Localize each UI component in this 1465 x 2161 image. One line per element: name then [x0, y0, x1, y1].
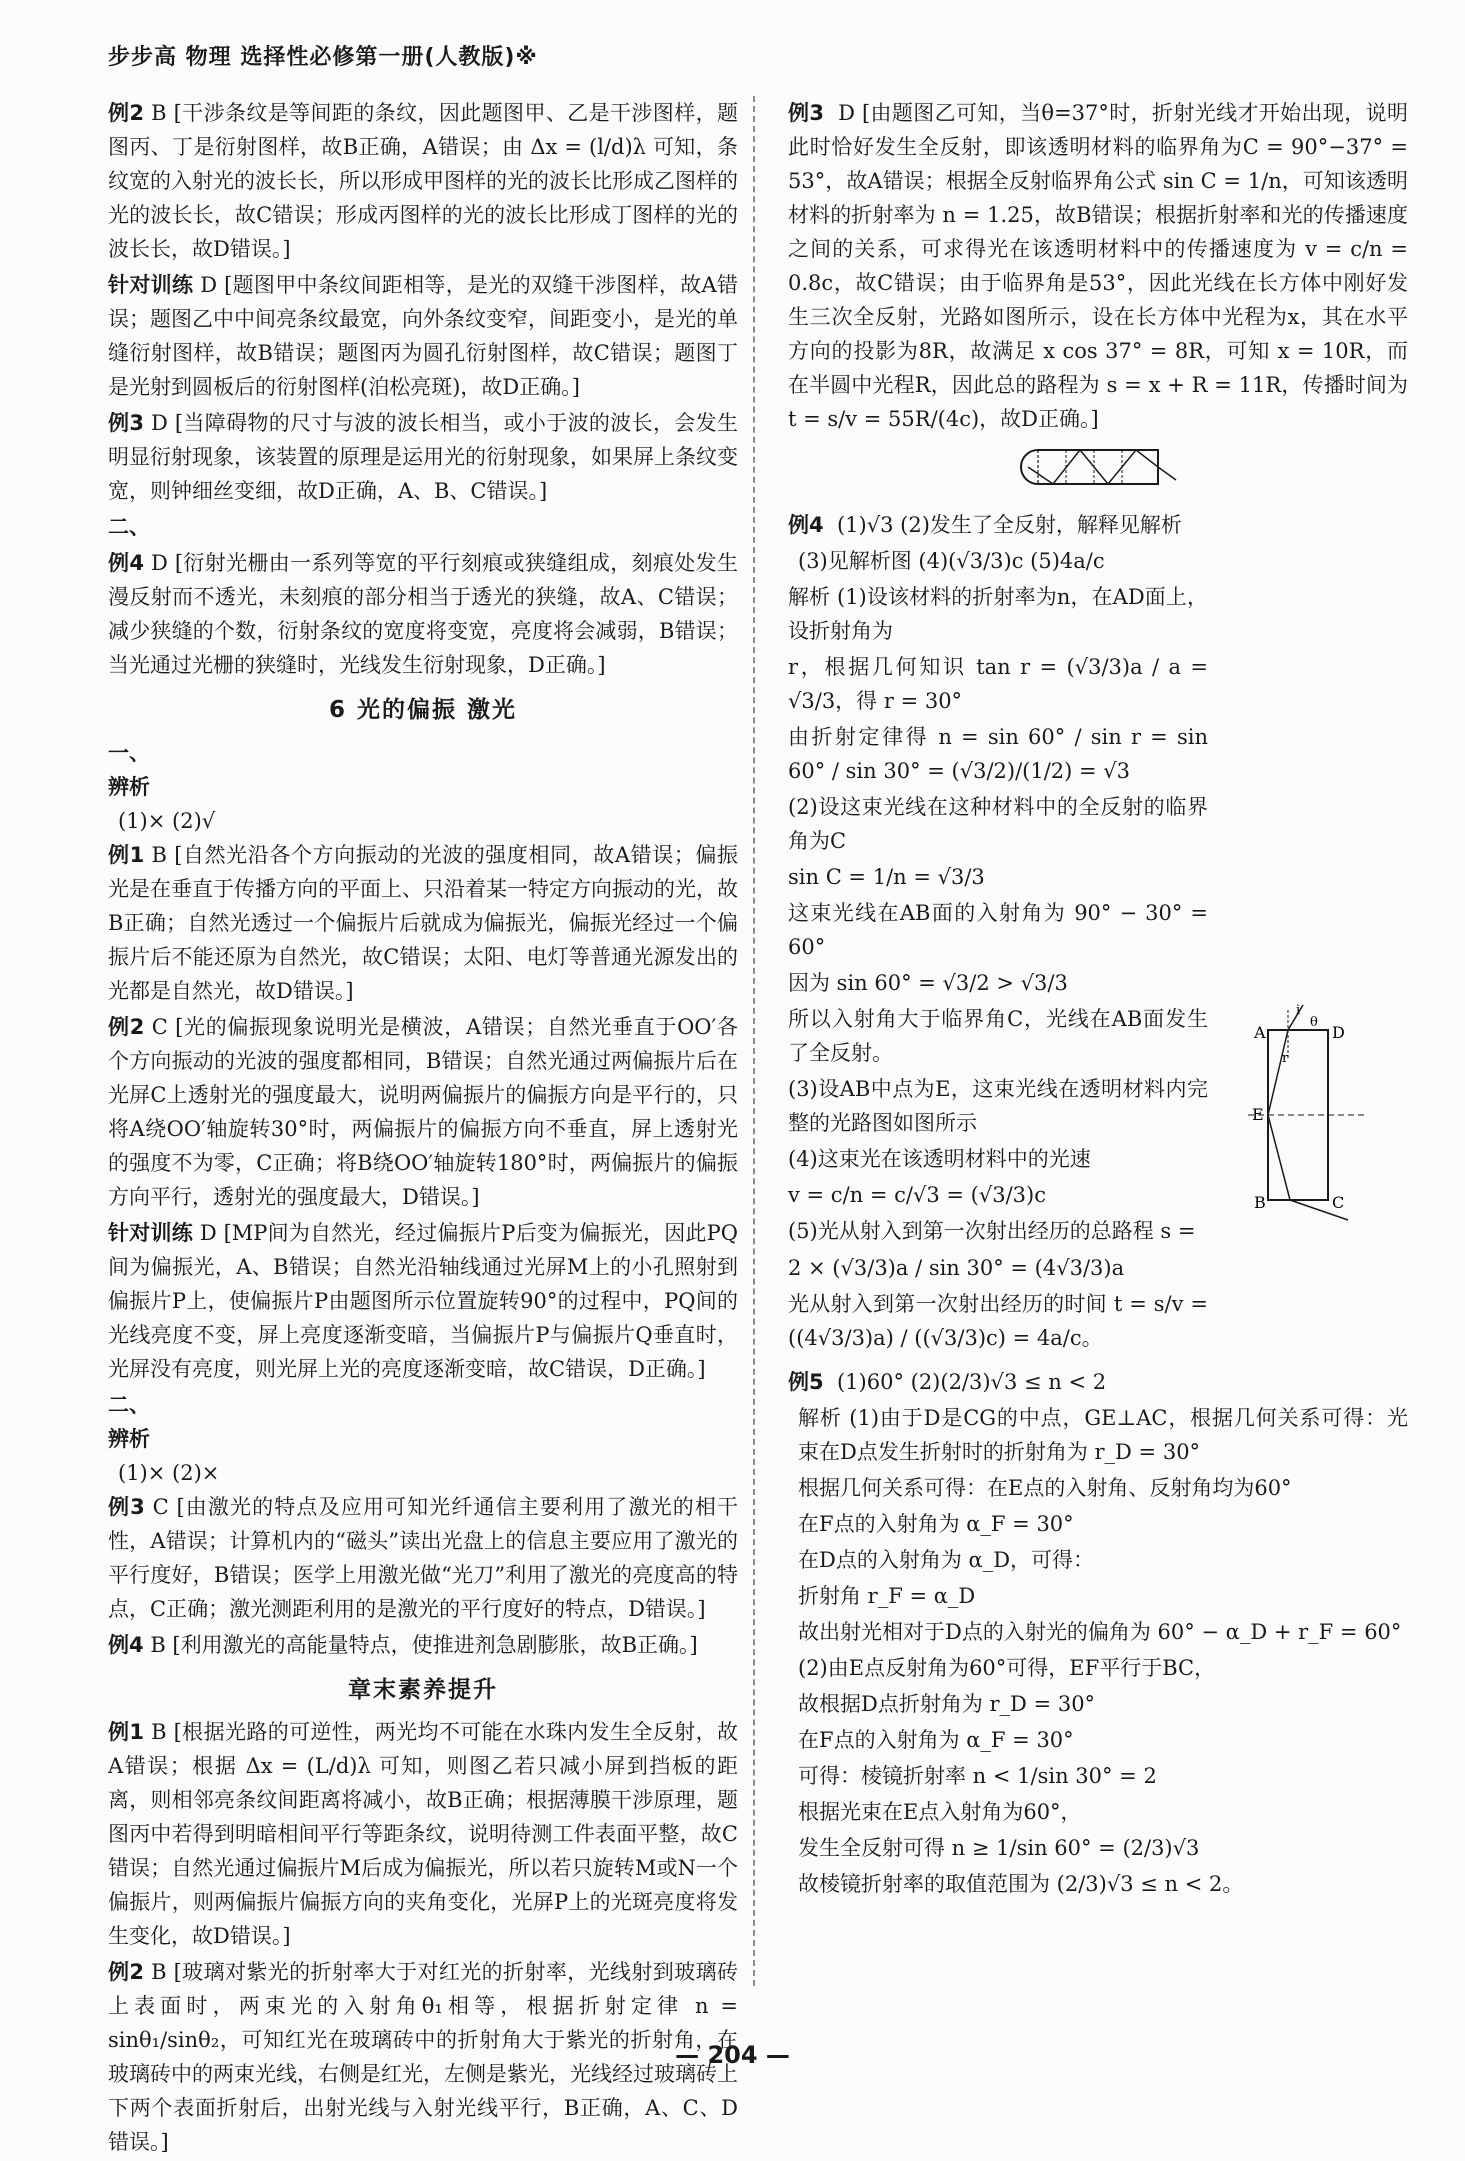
right-example-4-answer-2: (3)见解析图 (4)(√3/3)c (5)4a/c — [798, 549, 1105, 574]
ex4-line-7: 所以入射角大于临界角C，光线在AB面发生了全反射。 — [788, 1007, 1208, 1066]
sec6-example-0: 例1 B [自然光沿各个方向振动的光波的强度相同，故A错误；偏振光是在垂直于传播方向的平面上、只沿着某一特定方向振动的光，故B正确；自然光透过一个偏振片后就成为偏振光，偏振光经过一个偏振片后不能还原为自然光，故C错误；太阳、电灯等普通光源发出的光都是自然光，故D错误。] — [108, 842, 738, 1003]
ex4-line-10: v = c/n = c/√3 = (√3/3)c — [788, 1183, 1046, 1208]
left-example-4: 例4 D [衍射光栅由一系列等宽的平行刻痕或狭缝组成，刻痕处发生漫反射而不透光，未刻痕的部分相当于透光的狭缝，故A、C错误；减少狭缝的个数，衍射条纹的宽度将变宽，亮度将会减弱，B错误；当光通过光栅的狭缝时，光线发生衍射现象，D正确。] — [108, 551, 738, 678]
ex5-line-4: 折射角 r_F = α_D — [798, 1583, 976, 1608]
right-example-5-answer: 例5 (1)60° (2)(2/3)√3 ≤ n < 2 — [788, 1369, 1107, 1394]
column-divider — [753, 96, 755, 1986]
ex5-line-5: 故出射光相对于D点的入射光的偏角为 60° − α_D + r_F = 60° — [798, 1619, 1402, 1644]
ex5-line-0: 解析 (1)由于D是CG的中点，GE⊥AC，根据几何关系可得：光束在D点发生折射时的折射角为 r_D = 30° — [798, 1405, 1408, 1464]
ex4-line-9: (4)这束光在该透明材料中的光速 — [788, 1147, 1091, 1172]
left-example-2: 例3 D [当障碍物的尺寸与波的波长相当，或小于波的波长，会发生明显衍射现象，该装置的原理是运用光的衍射现象，如果屏上条纹变宽，则钟细丝变细，故D正确，A、B、C错误。] — [108, 411, 738, 504]
fig-label-B: B — [1254, 1193, 1266, 1213]
sec6b-example-1: 例4 B [利用激光的高能量特点，使推进剂急剧膨胀，故B正确。] — [108, 1632, 698, 1657]
section-6-title: 6 光的偏振 激光 — [328, 697, 518, 724]
ex5-line-10: 根据光束在E点入射角为60°， — [798, 1799, 1082, 1824]
cuboid-light-path-figure — [788, 442, 1408, 502]
sec6-example-1: 例2 C [光的偏振现象说明光是横波，A错误；自然光垂直于OO′各个方向振动的光波的强度都相同，B错误；自然光通过两偏振片后在光屏C上透射光的强度最大，说明两偏振片的偏振方向是平行的，只将A绕OO′轴旋转30°时，两偏振片的偏振方向不垂直，屏上透射光的强度不为零，C正确；将B绕OO′轴旋转180°时，两偏振片的偏振方向平行，透射光的强度最大，D错误。] — [108, 1014, 738, 1209]
ex5-line-3: 在D点的入射角为 α_D，可得： — [798, 1547, 1095, 1572]
ex5-line-9: 可得：棱镜折射率 n < 1/sin 30° = 2 — [798, 1763, 1157, 1788]
chapter-example-0: 例1 B [根据光路的可逆性，两光均不可能在水珠内发生全反射，故A错误；根据 Δx = (L/d)λ 可知，则图乙若只减小屏到挡板的距离，则相邻亮条纹间距离将减小，故B正确；根据薄膜干涉原理，题图丙中若得到明暗相间平行等距条纹，说明待测工件表面平整，故C错误；自然光通过偏振片M后成为偏振光，所以若只旋转M或N一个偏振片，则两偏振片偏振方向的夹角变化，光屏P上的光斑亮度将发生变化，故D错误。] — [108, 1720, 738, 1949]
ex4-line-3: (2)设这束光线在这种材料中的全反射的临界角为C — [788, 795, 1208, 854]
ex4-line-4: sin C = 1/n = √3/3 — [788, 865, 985, 890]
right-column — [788, 96, 1408, 1903]
ex5-line-8: 在F点的入射角为 α_F = 30° — [798, 1727, 1074, 1752]
rectangle-prism-figure — [1228, 1000, 1378, 1240]
ex4-line-6: 因为 sin 60° = √3/2 > √3/3 — [788, 971, 1068, 996]
ex5-line-12: 故棱镜折射率的取值范围为 (2/3)√3 ≤ n < 2。 — [798, 1871, 1244, 1896]
right-example-3: 例3 D [由题图乙可知，当θ=37°时，折射光线才开始出现，说明此时恰好发生全反射，即该透明材料的临界角为C = 90°−37° = 53°，故A错误；根据全反射临界角公式 sin C = 1/n，可知该透明材料的折射率为 n = 1.25，故B错误；根据折射率和光的传播速度之间的关系，可求得光在该透明材料中的传播速度为 v = c/n = 0.8c，故C错误；由于临界角是53°，因此光线在长方体中刚好发生三次全反射，光路如图所示，设在长方体中光程为x，其在水平方向的投影为8R，故满足 x cos 37° = 8R，可知 x = 10R，而在半圆中光程R，因此总的路程为 s = x + R = 11R，传播时间为 t = s/v = 55R/(4c)，故D正确。] — [788, 101, 1408, 432]
right-example-4-answer: 例4 (1)√3 (2)发生了全反射，解释见解析 — [788, 513, 1182, 538]
sec6-bx2: 辨析 — [108, 1426, 150, 1451]
fig-label-A: A — [1254, 1023, 1266, 1043]
fig-label-E: E — [1252, 1105, 1264, 1125]
fig-label-i: i — [1296, 1003, 1301, 1019]
sec6-part2: 二、 — [108, 1392, 150, 1417]
ex4-line-5: 这束光线在AB面的入射角为 90° − 30° = 60° — [788, 901, 1208, 960]
ex4-line-12: 2 × (√3/3)a / sin 30° = (4√3/3)a — [788, 1255, 1125, 1280]
ex4-line-2: 由折射定律得 n = sin 60° / sin r = sin 60° / sin 30° = (√3/2)/(1/2) = √3 — [788, 725, 1208, 784]
left-example-1: 针对训练 D [题图甲中条纹间距相等，是光的双缝干涉图样，故A错误；题图乙中中间亮条纹最宽，向外条纹变窄，间距变小，是光的单缝衍射图样，故B错误；题图丙为圆孔衍射图样，故C错误；题图丁是光射到圆板后的衍射图样(泊松亮斑)，故D正确。] — [108, 273, 738, 400]
ex5-line-2: 在F点的入射角为 α_F = 30° — [798, 1511, 1074, 1536]
ex4-line-0: 解析 (1)设该材料的折射率为n，在AD面上，设折射角为 — [788, 585, 1208, 644]
left-example-0: 例2 B [干涉条纹是等间距的条纹，因此题图甲、乙是干涉图样，题图丙、丁是衍射图样，故B正确，A错误；由 Δx = (l/d)λ 可知，条纹宽的入射光的波长长，所以形成甲图样的光的波长比形成乙图样的光的波长长，故C错误；形成丙图样的光的波长比形成丁图样的光的波长长，故D错误。] — [108, 101, 738, 262]
sec6-example-2: 针对训练 D [MP间为自然光，经过偏振片P后变为偏振光，因此PQ间为偏振光，A、B错误；自然光沿轴线通过光屏M上的小孔照射到偏振片P上，使偏振片P由题图所示位置旋转90°的过程中，PQ间的光线亮度不变，屏上亮度逐渐变暗，当偏振片P与偏振片Q垂直时，光屏没有亮度，则光屏上光的亮度逐渐变暗，故C错误，D正确。] — [108, 1220, 739, 1381]
fig-label-theta: θ — [1310, 1015, 1318, 1031]
chapter-title: 章末素养提升 — [348, 1676, 498, 1703]
fig-label-C: C — [1332, 1193, 1345, 1213]
page-number: — 204 — — [675, 2041, 790, 2069]
fig-label-r: r — [1282, 1051, 1289, 1067]
sec6-bx2-ans: (1)× (2)× — [118, 1460, 220, 1485]
ex4-line-11: (5)光从射入到第一次射出经历的总路程 s = — [788, 1219, 1196, 1244]
left-column — [108, 96, 738, 2161]
sec6-part1: 一、 — [108, 740, 150, 765]
ex5-line-6: (2)由E点反射角为60°可得，EF平行于BC， — [798, 1655, 1216, 1680]
ex4-line-13: 光从射入到第一次射出经历的时间 t = s/v = ((4√3/3)a) / ((√3/3)c) = 4a/c。 — [788, 1291, 1208, 1350]
ex5-line-1: 根据几何关系可得：在E点的入射角、反射角均为60° — [798, 1475, 1292, 1500]
ex5-line-7: 故根据D点折射角为 r_D = 30° — [798, 1691, 1096, 1716]
sec6-bx1-ans: (1)× (2)√ — [118, 808, 216, 833]
sec6-bx1: 辨析 — [108, 774, 150, 799]
ex5-line-11: 发生全反射可得 n ≥ 1/sin 60° = (2/3)√3 — [798, 1835, 1200, 1860]
fig-label-D: D — [1332, 1023, 1345, 1043]
left-example-3: 二、 — [108, 515, 150, 540]
page-header: 步步高 物理 选择性必修第一册(人教版)※ — [108, 45, 538, 70]
ex4-line-8: (3)设AB中点为E，这束光线在透明材料内完整的光路图如图所示 — [788, 1077, 1208, 1136]
ex4-line-1: r，根据几何知识 tan r = (√3/3)a / a = √3/3，得 r = 30° — [788, 655, 1208, 714]
sec6b-example-0: 例3 C [由激光的特点及应用可知光纤通信主要利用了激光的相干性，A错误；计算机内的“磁头”读出光盘上的信息主要应用了激光的平行度好，B错误；医学上用激光做“光刀”利用了激光的亮度高的特点，C正确；激光测距利用的是激光的平行度好的特点，D错误。] — [108, 1494, 738, 1621]
chapter-example-1: 例2 B [玻璃对紫光的折射率大于对红光的折射率，光线射到玻璃砖上表面时，两束光的入射角θ₁相等，根据折射定律 n = sinθ₁/sinθ₂，可知红光在玻璃砖中的折射角大于紫光的折射角，在玻璃砖中的两束光线，右侧是红光，左侧是紫光，光线经过玻璃砖上下两个表面折射后，出射光线与入射光线平行，B正确，A、C、D错误。] — [108, 1960, 739, 2155]
